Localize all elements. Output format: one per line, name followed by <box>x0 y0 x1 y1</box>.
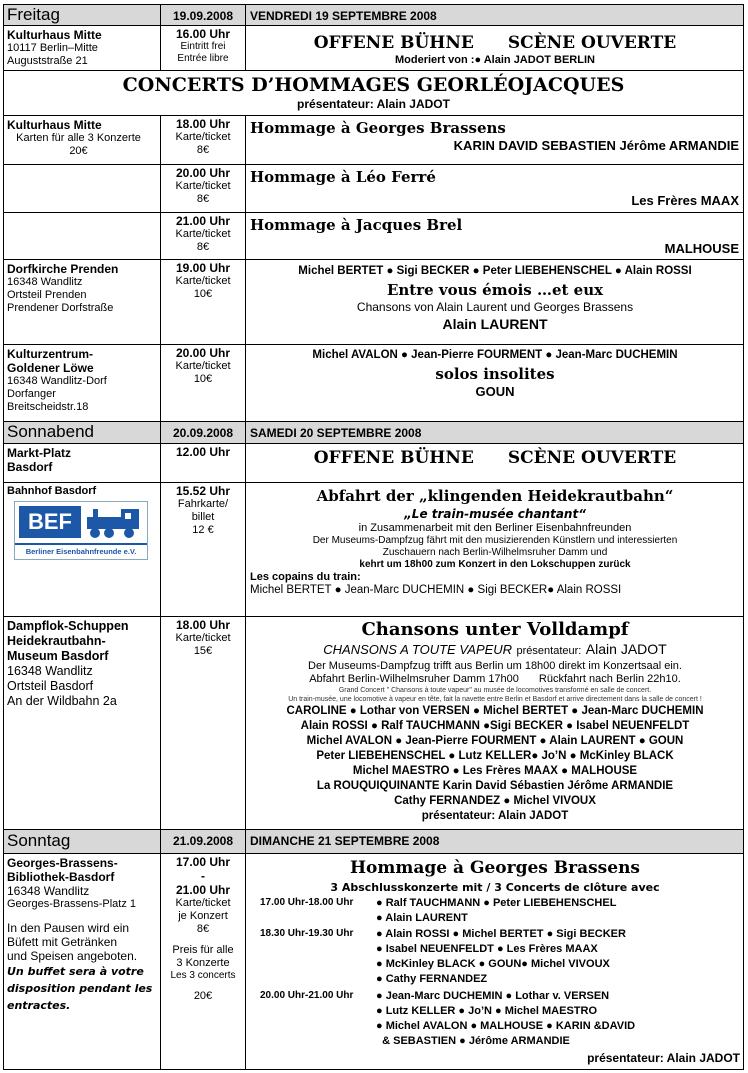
ticket-label: je Konzert <box>178 910 228 922</box>
price-label: 3 Konzerte <box>176 957 230 969</box>
artists-text: MALHOUSE <box>664 241 739 256</box>
artists-line: Alain ROSSI ● Ralf TAUCHMANN ●Sigi BECKER ● Isabel NEUENFELDT <box>300 720 690 732</box>
slot-artists: ● Ralf TAUCHMANN ● Peter LIEBEHENSCHEL <box>376 897 617 909</box>
buffet-note-fr: disposition pendant les <box>7 982 153 995</box>
event-time: 18.00 Uhr <box>175 618 231 632</box>
venue-name: Markt-Platz <box>7 446 72 460</box>
price-text: 12 € <box>192 524 214 536</box>
buffet-note-fr: entractes. <box>7 999 71 1012</box>
venue-address: Prendener Dorfstraße <box>7 302 114 314</box>
event-time: 15.52 Uhr <box>175 484 231 498</box>
venue-name: Kulturzentrum- <box>7 347 93 361</box>
venue-address: Ortsteil Basdorf <box>7 679 94 693</box>
hommages-block <box>3 115 744 259</box>
event-row-dampflok <box>3 616 744 829</box>
event-time: 18.00 Uhr <box>175 117 231 131</box>
artists-text: Michel BERTET ● Jean-Marc DUCHEMIN ● Sigi BECKER● Alain ROSSI <box>250 584 622 596</box>
bef-logo <box>14 501 148 560</box>
day-header-text: SAMEDI 20 SEPTEMBRE 2008 <box>250 426 422 440</box>
time-cell <box>161 444 246 482</box>
event-title: OFFENE BÜHNE SCÈNE OUVERTE <box>313 33 677 53</box>
venue-name: Kulturhaus Mitte <box>7 28 102 42</box>
event-description: Der Museums-Dampfzug fährt mit den musizierenden Künstlern und interessierten <box>312 535 678 546</box>
venue-name: Basdorf <box>7 460 53 474</box>
logo-caption: Berliner Eisenbahnfreunde e.V. <box>15 543 147 556</box>
artists-line: Michel MAESTRO ● Les Frères MAAX ● MALHOUSE <box>352 765 638 777</box>
day-header-text: VENDREDI 19 SEPTEMBRE 2008 <box>250 9 437 23</box>
venue-address: An der Wildbahn 2a <box>7 694 117 708</box>
event-row-offene-buehne <box>3 25 744 70</box>
event-cell <box>246 444 743 482</box>
slot-artists: ● Michel AVALON ● MALHOUSE ● KARIN &DAVID <box>376 1020 636 1032</box>
price-text: 10€ <box>193 373 213 385</box>
day-header-saturday <box>3 421 744 443</box>
ticket-label: Karte/ticket <box>175 632 231 644</box>
time-cell <box>161 854 246 1069</box>
slot-3 <box>250 989 740 1051</box>
event-title: Hommage à Georges Brassens <box>350 858 640 878</box>
venue-address: Dorfanger <box>7 388 56 400</box>
buffet-note-fr: Un buffet sera à votre <box>7 965 144 978</box>
event-cell <box>246 26 743 70</box>
event-description: Abfahrt Berlin-Wilhelmsruher Damm 17h00 Rückfahrt nach Berlin 22h10. <box>309 673 681 685</box>
venue-name: Dampflok-Schuppen <box>7 619 129 633</box>
slot-2 <box>250 927 740 989</box>
ticket-label: billet <box>191 511 215 523</box>
event-cell <box>246 345 743 421</box>
slot-time: 20.00 Uhr-21.00 Uhr <box>260 990 354 1001</box>
slot-artists: ● McKinley BLACK ● GOUN● Michel VIVOUX <box>376 958 610 970</box>
logo-text: BEF <box>19 506 81 538</box>
day-header-friday <box>3 4 744 25</box>
event-title: Hommage à Jacques Brel <box>250 216 463 234</box>
venue-address: Breitscheidstr.18 <box>7 401 89 413</box>
price-text: 15€ <box>193 645 213 657</box>
venue-address: 10117 Berlin–Mitte <box>7 42 98 54</box>
artists-line: Michel AVALON ● Jean-Pierre FOURMENT ● Alain LAURENT ● GOUN <box>306 735 684 747</box>
venue-address: 16348 Wandlitz <box>7 276 83 288</box>
price-text: Eintritt frei <box>180 41 226 52</box>
ticket-label: Karte/ticket <box>175 275 231 287</box>
event-title: Entre vous émois …et eux <box>386 281 604 299</box>
price-text: 8€ <box>196 193 210 205</box>
event-title: Hommage à Georges Brassens <box>250 119 506 137</box>
price-label: Preis für alle <box>172 944 234 956</box>
event-time: 20.00 Uhr <box>175 166 231 180</box>
venue-cell <box>4 444 161 482</box>
event-cell <box>246 854 743 1069</box>
slot-time: 17.00 Uhr-18.00 Uhr <box>260 897 354 908</box>
price-text: 20€ <box>193 990 213 1002</box>
event-time: 19.00 Uhr <box>175 261 231 275</box>
event-subtitle: CHANSONS A TOUTE VAPEUR présentateur: Alain JADOT <box>323 641 667 657</box>
time-cell <box>161 213 245 260</box>
ticket-label: Karte/ticket <box>175 180 231 192</box>
slot-artists: ● Alain ROSSI ● Michel BERTET ● Sigi BECKER <box>376 928 626 940</box>
venue-address: Georges-Brassens-Platz 1 <box>7 898 136 910</box>
presenter-line: présentateur: Alain JADOT <box>587 1051 740 1065</box>
event-description: in Zusammenarbeit mit den Berliner Eisenbahnfreunden <box>358 522 632 534</box>
artists-text: Michel AVALON ● Jean-Pierre FOURMENT ● Jean-Marc DUCHEMIN <box>312 349 678 361</box>
event-title: Hommage à Léo Ferré <box>250 168 436 186</box>
time-cell <box>161 165 245 212</box>
time-cell <box>161 345 246 421</box>
venue-name: Heidekrautbahn- <box>7 634 106 648</box>
event-time: 12.00 Uhr <box>175 445 231 459</box>
event-row-sunday <box>3 853 744 1070</box>
venue-cell <box>4 483 161 616</box>
event-cell <box>246 260 743 344</box>
event-time: 20.00 Uhr <box>175 346 231 360</box>
artists-text: Les Frères MAAX <box>631 193 739 208</box>
event-subtitle: Chansons von Alain Laurent und Georges Brassens <box>356 300 634 314</box>
event-description: Der Museums-Dampfzug trifft aus Berlin um 18h00 direkt im Konzertsaal ein. <box>308 660 682 672</box>
venue-name: Dorfkirche Prenden <box>7 262 119 276</box>
slot-1 <box>250 896 740 927</box>
event-time: 16.00 Uhr <box>175 27 231 41</box>
venue-cell <box>4 260 161 344</box>
venue-name: Kulturhaus Mitte <box>7 118 102 132</box>
venue-name: Georges-Brassens- <box>7 856 118 870</box>
small-print: Grand Concert " Chansons à toute vapeur" au musée de locomotives transformé en salle de concert. <box>338 687 652 694</box>
moderator-text: Moderiert von :● Alain JADOT BERLIN <box>395 54 595 66</box>
event-time: 21.00 Uhr <box>175 214 231 228</box>
venue-address: 16348 Wandlitz <box>7 664 93 678</box>
time-separator: - <box>201 869 205 883</box>
artist-name: GOUN <box>475 384 515 399</box>
event-row-goldener-loewe <box>3 344 744 421</box>
venue-name: Bahnhof Basdorf <box>7 485 97 497</box>
artists-line: Peter LIEBEHENSCHEL ● Lutz KELLER● Jo’N ● McKinley BLACK <box>316 750 674 762</box>
venue-cell <box>4 854 161 1069</box>
artists-line: La ROUQUIQUINANTE Karin David Sébastien Jérôme ARMANDIE <box>316 780 674 792</box>
event-description: Zuschauern nach Berlin-Wilhelmsruher Damm und <box>382 547 608 558</box>
slot-artists: ● Isabel NEUENFELDT ● Les Frères MAAX <box>376 943 598 955</box>
day-header-sunday <box>3 829 744 853</box>
event-cell <box>246 116 743 164</box>
ticket-label: Karte/ticket <box>175 897 231 909</box>
event-time: 17.00 Uhr <box>175 855 231 869</box>
artists-line: Cathy FERNANDEZ ● Michel VIVOUX <box>394 795 596 807</box>
event-cell <box>246 213 743 260</box>
event-row-bahnhof <box>3 482 744 616</box>
venue-name: Museum Basdorf <box>7 649 109 663</box>
event-row-prenden <box>3 259 744 344</box>
small-print: Un train-musée, une locomotive à vapeur en tête, fait la navette entre Berlin et Basdorf et arrive directement dans la salle de concert ! <box>288 696 702 703</box>
day-name: Sonntag <box>4 830 161 853</box>
buffet-note: und Speisen angeboten. <box>7 949 138 963</box>
event-time: 21.00 Uhr <box>175 883 231 897</box>
ticket-label: Karte/ticket <box>175 228 231 240</box>
slot-artists: ● Alain LAURENT <box>376 912 468 924</box>
venue-address: Ortsteil Prenden <box>7 289 87 301</box>
ticket-label: Fahrkarte/ <box>177 498 229 510</box>
venue-name: Bibliothek-Basdorf <box>7 870 115 884</box>
day-name: Freitag <box>4 5 161 25</box>
event-title: OFFENE BÜHNE SCÈNE OUVERTE <box>313 448 677 468</box>
event-description: kehrt um 18h00 zum Konzert in den Lokschuppen zurück <box>359 559 631 570</box>
price-text: Entrée libre <box>177 53 229 64</box>
buffet-note: Büfett mit Getränken <box>7 935 118 949</box>
copains-label: Les copains du train: <box>250 571 361 583</box>
venue-address: 16348 Wandlitz <box>7 884 90 898</box>
event-subtitle: „Le train-musée chantant“ <box>404 507 586 521</box>
slot-time: 18.30 Uhr-19.30 Uhr <box>260 928 354 939</box>
price-label: Les 3 concerts <box>170 970 236 981</box>
artists-line: CAROLINE ● Lothar von VERSEN ● Michel BERTET ● Jean-Marc DUCHEMIN <box>286 705 704 717</box>
venue-address: 16348 Wandlitz-Dorf <box>7 375 107 387</box>
slot-artists: & SEBASTIEN ● Jérôme ARMANDIE <box>376 1035 570 1047</box>
day-date: 19.09.2008 <box>161 5 246 25</box>
day-date: 20.09.2008 <box>161 422 246 443</box>
venue-address: Auguststraße 21 <box>7 55 88 67</box>
time-cell <box>161 617 246 829</box>
event-cell <box>246 617 743 829</box>
locomotive-icon <box>85 505 143 539</box>
price-text: 8€ <box>196 144 210 156</box>
price-text: 8€ <box>196 923 210 935</box>
event-cell <box>246 483 743 616</box>
day-name: Sonnabend <box>4 422 161 443</box>
event-row-markt-platz <box>3 443 744 482</box>
price-text: 8€ <box>196 241 210 253</box>
day-date: 21.09.2008 <box>161 830 246 853</box>
price-text: 20€ <box>69 145 88 157</box>
buffet-note: In den Pausen wird ein <box>7 921 130 935</box>
venue-cell <box>4 26 161 70</box>
artists-text: Michel BERTET ● Sigi BECKER ● Peter LIEBEHENSCHEL ● Alain ROSSI <box>298 265 692 277</box>
time-cell <box>161 26 246 70</box>
artist-name: Alain LAURENT <box>442 316 548 332</box>
ticket-label: Karte/ticket <box>175 360 231 372</box>
time-cell <box>161 483 246 616</box>
venue-cell <box>4 345 161 421</box>
ticket-label: Karte/ticket <box>175 131 231 143</box>
venue-name: Goldener Löwe <box>7 361 94 375</box>
slot-artists: ● Lutz KELLER ● Jo’N ● Michel MAESTRO <box>376 1005 597 1017</box>
time-cell <box>161 260 246 344</box>
slot-artists: ● Cathy FERNANDEZ <box>376 973 488 985</box>
banner-presenter: présentateur: Alain JADOT <box>297 97 450 111</box>
event-title: Chansons unter Volldampf <box>361 619 629 640</box>
concerts-banner <box>3 70 744 115</box>
event-title: solos insolites <box>435 365 555 383</box>
banner-title: CONCERTS D’HOMMAGES GEORLÉOJACQUES <box>122 74 625 96</box>
day-header-text: DIMANCHE 21 SEPTEMBRE 2008 <box>250 834 440 848</box>
venue-cell <box>4 116 161 164</box>
event-subtitle: 3 Abschlusskonzerte mit / 3 Concerts de clôture avec <box>330 881 660 894</box>
event-title: Abfahrt der „klingenden Heidekrautbahn“ <box>316 487 674 505</box>
slot-artists: ● Jean-Marc DUCHEMIN ● Lothar v. VERSEN <box>376 990 610 1002</box>
ticket-note: Karten für alle 3 Konzerte <box>16 132 141 144</box>
presenter-line: présentateur: Alain JADOT <box>421 810 569 822</box>
time-cell <box>161 116 245 164</box>
artists-text: KARIN DAVID SEBASTIEN Jérôme ARMANDIE <box>453 138 739 153</box>
price-text: 10€ <box>193 288 213 300</box>
venue-cell <box>4 617 161 829</box>
event-cell <box>246 165 743 212</box>
